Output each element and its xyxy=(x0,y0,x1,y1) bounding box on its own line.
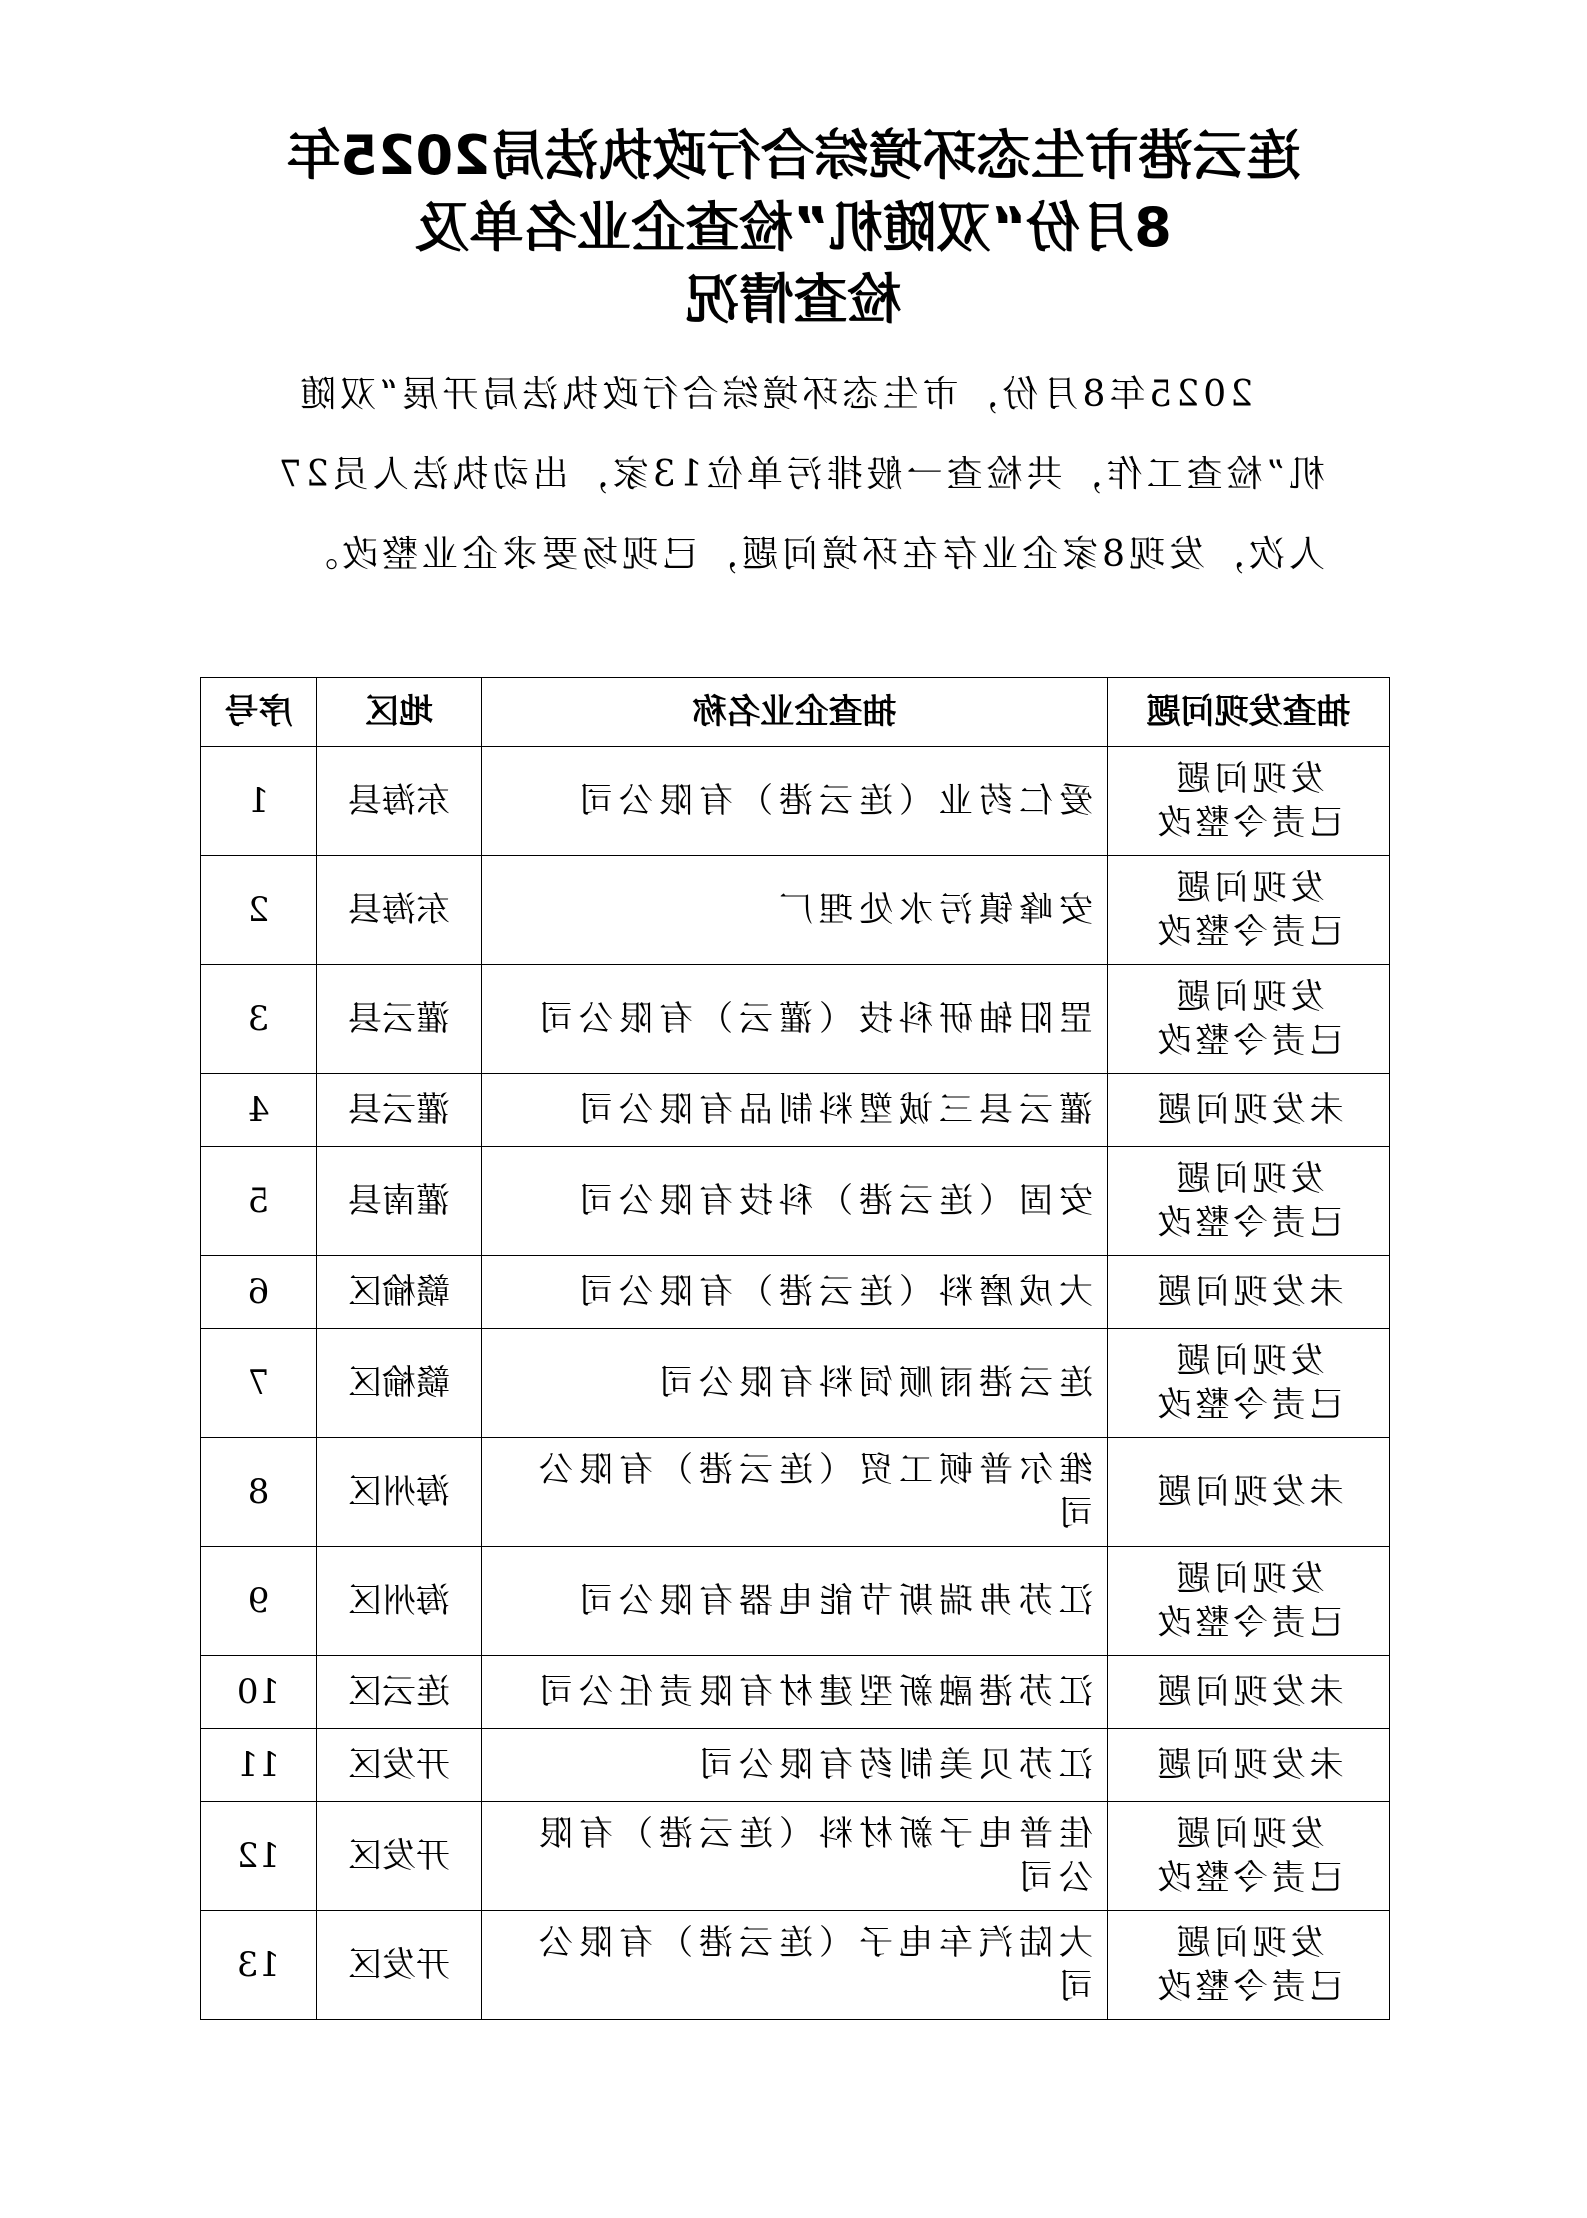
result-line: 发现问题 xyxy=(1172,1923,1325,1963)
cell-result xyxy=(1108,965,1390,1074)
table-row xyxy=(201,1074,1390,1147)
cell-area: 赣榆区 xyxy=(317,1329,482,1438)
cell-no: 1 xyxy=(201,747,317,856)
cell-result xyxy=(1108,747,1390,856)
cell-area: 海州区 xyxy=(317,1438,482,1547)
cell-result xyxy=(1108,1802,1390,1911)
result-line: 未发现问题 xyxy=(1153,1472,1344,1512)
cell-result xyxy=(1108,1147,1390,1256)
cell-no: 3 xyxy=(201,965,317,1074)
cell-result xyxy=(1108,1074,1390,1147)
cell-company: 江苏港融新型建材有限责任公司 xyxy=(482,1656,1108,1729)
result-line: 未发现问题 xyxy=(1153,1272,1344,1312)
cell-no: 6 xyxy=(201,1256,317,1329)
table-row xyxy=(201,1911,1390,2020)
result-line: 已责令整改 xyxy=(1153,1021,1344,1061)
title-line-2: 8月份“双随机”检查企业名单及 xyxy=(415,196,1172,259)
cell-no: 11 xyxy=(201,1729,317,1802)
cell-area: 东海县 xyxy=(317,856,482,965)
cell-area: 开发区 xyxy=(317,1911,482,2020)
result-line: 发现问题 xyxy=(1172,1341,1325,1381)
cell-result xyxy=(1108,1547,1390,1656)
cell-company: 大成磨料（连云港）有限公司 xyxy=(482,1256,1108,1329)
cell-no: 8 xyxy=(201,1438,317,1547)
table-row xyxy=(201,1438,1390,1547)
cell-area: 东海县 xyxy=(317,747,482,856)
table-row xyxy=(201,1256,1390,1329)
cell-company: 爱仁药业（连云港）有限公司 xyxy=(482,747,1108,856)
cell-area: 灌云县 xyxy=(317,965,482,1074)
table-row xyxy=(201,1656,1390,1729)
cell-no: 2 xyxy=(201,856,317,965)
cell-result xyxy=(1108,1438,1390,1547)
cell-no: 9 xyxy=(201,1547,317,1656)
cell-company: 佳普电子新材料（连云港）有限公司 xyxy=(482,1802,1108,1911)
cell-result xyxy=(1108,1656,1390,1729)
header-no: 序号 xyxy=(201,678,317,747)
cell-company: 安固（连云港）科技有限公司 xyxy=(482,1147,1108,1256)
result-line: 未发现问题 xyxy=(1153,1090,1344,1130)
table-header-row xyxy=(201,678,1390,747)
cell-company: 灌云县三诚塑料制品有限公司 xyxy=(482,1074,1108,1147)
table-row xyxy=(201,747,1390,856)
cell-company: 连云港雨顺饲料有限公司 xyxy=(482,1329,1108,1438)
cell-company: 维尔普顿工贸（连云港）有限公司 xyxy=(482,1438,1108,1547)
result-line: 发现问题 xyxy=(1172,977,1325,1017)
table-body xyxy=(201,747,1390,2020)
intro-text: 2025年8月份，市生态环境综合行政执法局开展“双随机”检查工作，共检查一般排污单位13家，出动执法人员27人次，发现8家企业存在环境问题，已现场要求企业整改。 xyxy=(274,374,1325,575)
inspection-table xyxy=(200,677,1390,2020)
cell-result xyxy=(1108,1256,1390,1329)
cell-area: 开发区 xyxy=(317,1729,482,1802)
cell-no: 10 xyxy=(201,1656,317,1729)
result-line: 已责令整改 xyxy=(1153,1858,1344,1898)
table-row xyxy=(201,1147,1390,1256)
cell-result xyxy=(1108,1729,1390,1802)
result-line: 发现问题 xyxy=(1172,1559,1325,1599)
result-line: 发现问题 xyxy=(1172,759,1325,799)
cell-no: 7 xyxy=(201,1329,317,1438)
cell-result xyxy=(1108,1329,1390,1438)
table-row xyxy=(201,965,1390,1074)
result-line: 发现问题 xyxy=(1172,1159,1325,1199)
result-line: 已责令整改 xyxy=(1153,912,1344,952)
cell-area: 开发区 xyxy=(317,1802,482,1911)
result-line: 已责令整改 xyxy=(1153,1967,1344,2007)
intro-paragraph xyxy=(247,355,1325,595)
header-result: 抽查发现问题 xyxy=(1108,678,1390,747)
cell-company: 安峰镇污水处理厂 xyxy=(482,856,1108,965)
cell-no: 13 xyxy=(201,1911,317,2020)
cell-area: 赣榆区 xyxy=(317,1256,482,1329)
result-line: 已责令整改 xyxy=(1153,1603,1344,1643)
cell-area: 连云区 xyxy=(317,1656,482,1729)
header-company: 抽查企业名称 xyxy=(482,678,1108,747)
result-line: 已责令整改 xyxy=(1153,1385,1344,1425)
cell-area: 灌南县 xyxy=(317,1147,482,1256)
result-line: 已责令整改 xyxy=(1153,1203,1344,1243)
cell-no: 5 xyxy=(201,1147,317,1256)
table-row xyxy=(201,1729,1390,1802)
cell-no: 12 xyxy=(201,1802,317,1911)
table-row xyxy=(201,1547,1390,1656)
result-line: 发现问题 xyxy=(1172,868,1325,908)
cell-result xyxy=(1108,1911,1390,2020)
table-row xyxy=(201,1329,1390,1438)
cell-company: 大陆汽车电子（连云港）有限公司 xyxy=(482,1911,1108,2020)
result-line: 已责令整改 xyxy=(1153,803,1344,843)
document-title xyxy=(180,120,1407,336)
result-line: 发现问题 xyxy=(1172,1814,1325,1854)
result-line: 未发现问题 xyxy=(1153,1745,1344,1785)
result-line: 未发现问题 xyxy=(1153,1672,1344,1712)
cell-company: 江苏贝美制药有限公司 xyxy=(482,1729,1108,1802)
title-line-1: 连云港市生态环境综合行政执法局2025年 xyxy=(286,124,1301,187)
cell-company: 江苏弗瑞斯节能电器有限公司 xyxy=(482,1547,1108,1656)
table-row xyxy=(201,1802,1390,1911)
cell-result xyxy=(1108,856,1390,965)
cell-area: 海州区 xyxy=(317,1547,482,1656)
table-row xyxy=(201,856,1390,965)
cell-area: 灌云县 xyxy=(317,1074,482,1147)
cell-company: 罡阳轴研科技（灌云）有限公司 xyxy=(482,965,1108,1074)
header-area: 地区 xyxy=(317,678,482,747)
title-line-3: 检查情况 xyxy=(685,268,902,331)
cell-no: 4 xyxy=(201,1074,317,1147)
